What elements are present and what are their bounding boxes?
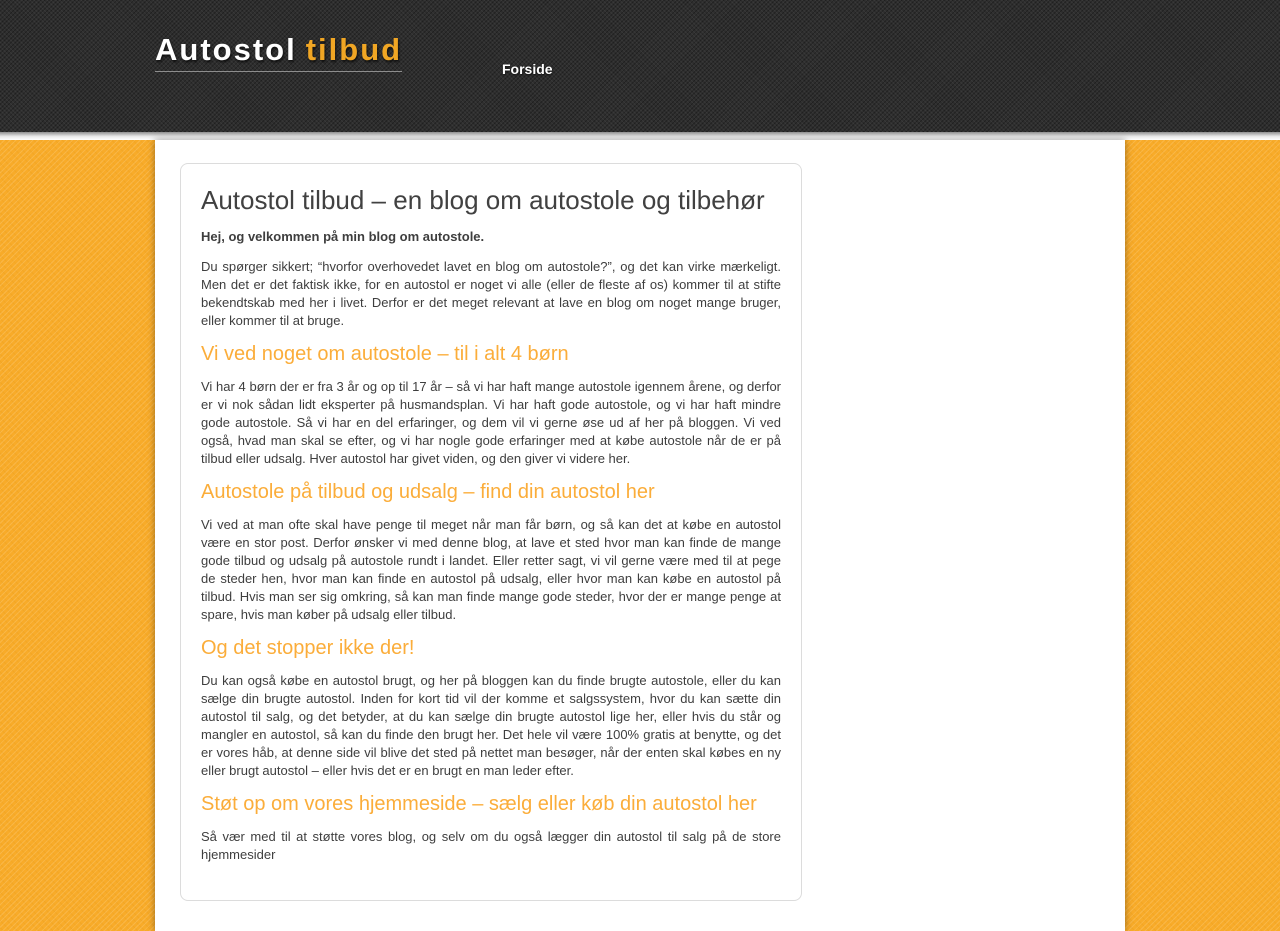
nav-item-forside[interactable]: Forside	[502, 61, 553, 77]
post-intro-paragraph: Du spørger sikkert; “hvorfor overhovedet lavet en blog om autostole?”, og det kan virke mærkeligt. Men det er det faktisk ikke, for en autostol er noget vi alle (eller de fleste af os) kommer til at stifte bekendtskab med her i livet. Derfor er det meget relevant at lave en blog om noget mange bruger, eller kommer til at bruge.	[201, 259, 781, 328]
logo-text-accent: tilbud	[305, 32, 403, 67]
post-intro-bold: Hej, og velkommen på min blog om autostole.	[201, 229, 485, 244]
site-logo[interactable]	[155, 34, 402, 72]
section-heading-4: Støt op om vores hjemmeside – sælg eller køb din autostol her	[201, 793, 757, 815]
section-heading-1: Vi ved noget om autostole – til i alt 4 børn	[201, 343, 569, 365]
section-paragraph-3: Du kan også købe en autostol brugt, og her på bloggen kan du finde brugte autostole, eller du kan sælge din brugte autostol. Inden for kort tid vil der komme et salgssystem, hvor du kan sætte din autostol til salg, og det betyder, at du kan sælge din brugte autostol lige her, eller hvis du står og mangler en autostol, så kan du finde den brugt her. Det hele vil være 100% gratis at benytte, og det er vores håb, at denne side vil blive det sted på nettet man besøger, når der enten skal købes en ny eller brugt autostol – eller hvis det er en brugt en man leder efter.	[201, 673, 781, 778]
main-nav	[502, 61, 553, 79]
blog-post-card	[180, 163, 802, 901]
logo-text-primary: Autostol	[155, 32, 297, 67]
sidebar-empty	[802, 140, 1125, 931]
section-paragraph-1: Vi har 4 børn der er fra 3 år og op til 17 år – så vi har haft mange autostole igennem årene, og derfor er vi nok sådan lidt eksperter på husmandsplan. Vi har haft gode autostole, og vi har haft mindre gode autostole. Så vi har en del erfaringer, og dem vil vi gerne øse ud af her på bloggen. Vi ved også, hvad man skal se efter, og vi har nogle gode erfaringer med at købe autostole når de er på tilbud eller udsalg. Hver autostol har givet viden, og den giver vi videre her.	[201, 379, 781, 466]
post-title: Autostol tilbud – en blog om autostole og tilbehør	[201, 185, 765, 215]
section-heading-3: Og det stopper ikke der!	[201, 637, 415, 659]
site-header	[0, 0, 1280, 132]
content-area	[155, 140, 1125, 931]
section-paragraph-2: Vi ved at man ofte skal have penge til meget når man får børn, og så kan det at købe en autostol være en stor post. Derfor ønsker vi med denne blog, at lave et sted hvor man kan finde de mange gode tilbud og udsalg på autostole rundt i landet. Eller retter sagt, vi vil gerne være med til at pege de steder hen, hvor man kan finde en autostol på udsalg, eller hvor man kan købe en autostol på tilbud. Hvis man ser sig omkring, så kan man finde mange gode steder, hvor der er mange penge at spare, hvis man køber på udsalg eller tilbud.	[201, 517, 781, 622]
section-paragraph-4: Så vær med til at støtte vores blog, og selv om du også lægger din autostol til salg på de store hjemmesider	[201, 829, 781, 862]
header-divider-strip	[0, 132, 1280, 140]
section-heading-2: Autostole på tilbud og udsalg – find din autostol her	[201, 481, 655, 503]
